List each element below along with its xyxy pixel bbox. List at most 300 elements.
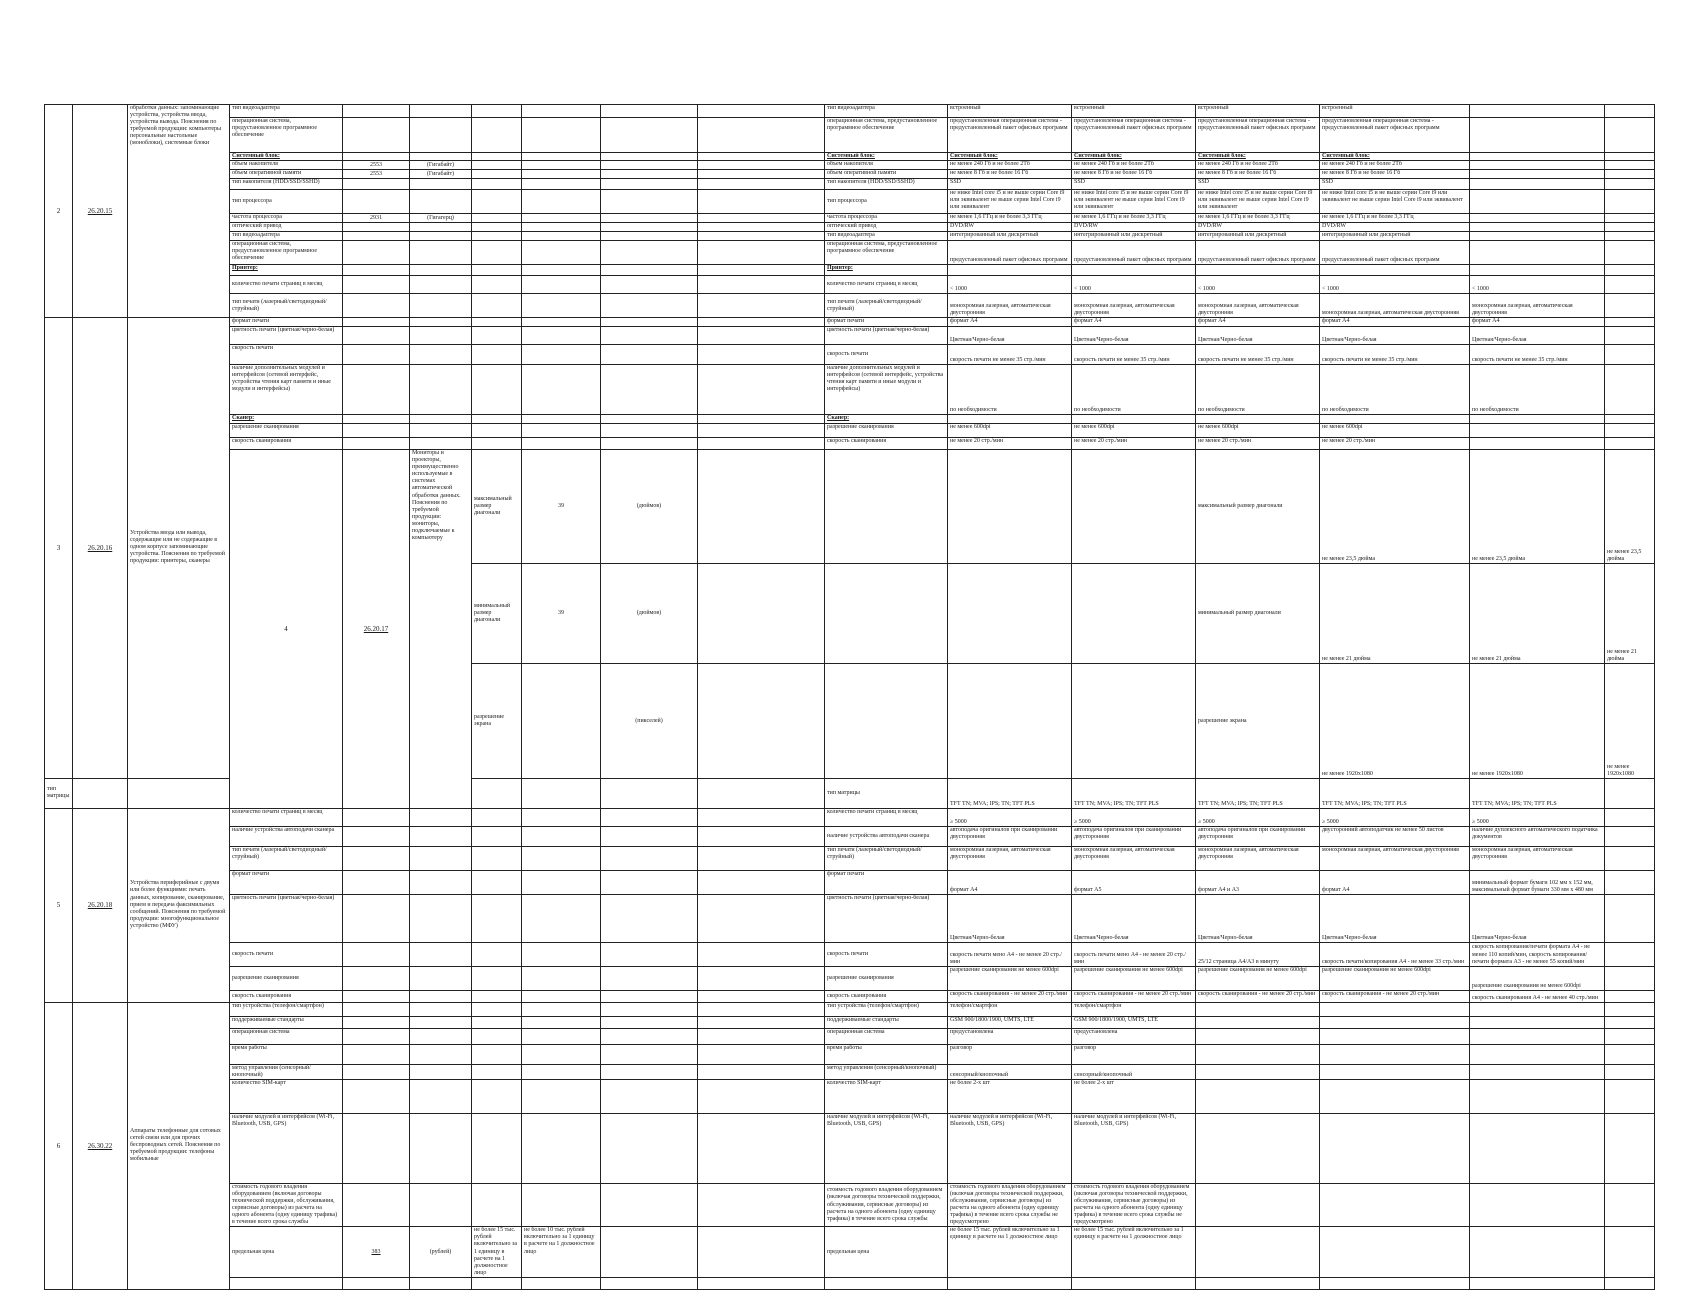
table-row [45,1016,1655,1028]
table-cell [410,1277,472,1289]
table-cell [410,190,472,214]
table-cell [1196,1016,1320,1028]
table-cell: скорость печати мено А4 - не менее 20 стр./мин [948,942,1072,966]
table-cell: разрешение сканирования не менее 600dpi [1072,966,1196,990]
table-cell [698,318,825,327]
table-cell: (рублей) [410,1227,472,1278]
table-cell [601,105,698,118]
table-cell: автоподача оригиналов при сканировании двусторонняя [1196,826,1320,846]
table-cell: объем оперативной памяти [825,170,948,179]
table-cell: разрешение сканирования не менее 600dpi [1320,966,1470,990]
table-cell: цветность печати (цветная/черно-белая) [825,894,948,942]
table-cell [343,1113,410,1183]
table-cell [472,1064,522,1079]
table-cell [522,1183,601,1226]
okpd2-code-cell: 26.20.15 [73,105,128,318]
table-cell [601,966,698,990]
table-cell: формат А4 [1470,318,1605,327]
table-row [45,1044,1655,1064]
table-cell [1605,105,1655,118]
table-cell [1605,1028,1655,1044]
table-cell: < 1000 [1072,276,1196,294]
table-cell [343,966,410,990]
table-cell [1605,318,1655,327]
table-row [45,241,1655,265]
table-cell [698,778,825,808]
table-cell [472,424,522,438]
table-cell [1320,1002,1470,1016]
table-cell: DVD/RW [1320,223,1470,232]
table-row [45,1064,1655,1079]
table-cell [472,318,522,327]
table-cell: Цветная/Черно-белая [1470,894,1605,942]
table-cell [522,105,601,118]
table-cell [698,942,825,966]
table-cell [698,990,825,1002]
table-row [45,232,1655,241]
table-cell [410,232,472,241]
table-cell [343,438,410,450]
table-cell [472,214,522,223]
table-cell [522,241,601,265]
table-cell: по необходимости [1072,365,1196,415]
table-cell [698,450,825,564]
table-cell [343,942,410,966]
table-row [45,318,1655,327]
table-cell: Системный блок: [230,153,343,161]
table-cell: наличие устройства автоподачи сканера [230,826,343,846]
table-cell: формат А4 и А3 [1196,870,1320,894]
table-cell: DVD/RW [1072,223,1196,232]
table-cell [1470,105,1605,118]
table-cell [1072,450,1196,564]
table-cell: оптический привод [230,223,343,232]
table-cell [343,190,410,214]
table-cell [522,179,601,190]
table-cell [410,105,472,118]
table-cell [1605,808,1655,826]
table-cell: метод управления (сенсорный/кнопочный) [230,1064,343,1079]
product-name-cell: Устройства ввода или вывода, содержащие или не содержащие в одном корпусе запоминающие устройства. Пояснения по требуемой продукции: принтеры, сканеры [128,318,230,779]
table-cell [948,450,1072,564]
table-cell: сенсорный/кнопочный [1072,1064,1196,1079]
table-cell: не менее 20 стр./мин [948,438,1072,450]
table-cell [522,327,601,345]
table-row [45,276,1655,294]
table-cell: 39 [522,564,601,664]
table-cell: встроенный [948,105,1072,118]
table-cell [698,170,825,179]
table-cell: предельная цена [825,1227,948,1278]
table-cell: предустановленный пакет офисных программ [1196,241,1320,265]
table-cell: наличие модулей и интерфейсов (Wi-Fi, Bluetooth, USB, GPS) [230,1113,343,1183]
table-cell: интегрированный или дискретный [1320,232,1470,241]
table-cell: (дюймов) [601,450,698,564]
table-cell: не менее 23,5 дюйма [1605,450,1655,564]
table-cell [698,415,825,424]
table-cell [1196,1183,1320,1226]
table-cell [1196,1277,1320,1289]
table-cell: скорость печати не менее 35 стр./мин [1072,345,1196,365]
table-cell [601,214,698,223]
table-cell [698,232,825,241]
table-cell [1605,438,1655,450]
table-cell [472,118,522,153]
table-cell: формат А4 [1320,318,1470,327]
table-cell [522,778,601,808]
table-row [45,214,1655,223]
table-cell [1320,265,1470,276]
table-cell [522,415,601,424]
table-cell: 2553 [343,170,410,179]
table-cell: наличие устройства автоподачи сканера [825,826,948,846]
table-cell [472,438,522,450]
table-cell: формат печати [825,318,948,327]
table-cell [472,223,522,232]
table-cell [601,846,698,870]
table-cell [698,1002,825,1016]
table-cell: ≥ 5000 [1470,808,1605,826]
table-cell: количество печати страниц в месяц [230,276,343,294]
table-cell [698,1064,825,1079]
table-cell: предустановленный пакет офисных программ [948,241,1072,265]
table-cell [522,118,601,153]
table-cell [343,241,410,265]
row-number-cell: 4 [230,450,343,809]
table-cell: не более 15 тыс. рублей включительно за 1 единицу в расчете на 1 должностное лицо [1072,1227,1196,1278]
table-row [45,118,1655,153]
table-cell [1320,1079,1470,1113]
table-cell [601,118,698,153]
table-cell: количество SIM-карт [825,1079,948,1113]
table-cell [698,105,825,118]
table-cell [601,870,698,894]
table-cell: не более 10 тыс. рублей включительно за 1 единицу в расчете на 1 должностное лицо [522,1227,601,1278]
table-cell: предустановленная операционная система - предустановленный пакет офисных программ [1072,118,1196,153]
table-cell [1605,232,1655,241]
table-cell [410,1183,472,1226]
table-cell [1605,846,1655,870]
table-cell [601,778,698,808]
table-cell [825,1277,948,1289]
table-cell [1470,153,1605,161]
table-cell [698,365,825,415]
okpd2-code-cell: 26.20.17 [343,450,410,809]
table-cell [601,1113,698,1183]
table-cell [410,345,472,365]
table-cell: по необходимости [948,365,1072,415]
table-cell [472,778,522,808]
table-row [45,1277,1655,1289]
table-cell: не менее 23,5 дюйма [1470,450,1605,564]
table-cell [472,846,522,870]
table-cell: DVD/RW [1196,223,1320,232]
table-cell: не менее 600dpi [1072,424,1196,438]
table-cell [472,808,522,826]
table-cell [1605,265,1655,276]
table-cell: скорость печати [825,345,948,365]
table-cell [1470,118,1605,153]
table-cell: максимальный размер диагонали [1196,450,1320,564]
table-cell [1470,232,1605,241]
table-cell [522,870,601,894]
table-cell: не менее 1,6 ГГц и не более 3,3 ГГц [1320,214,1470,223]
table-cell [1320,1064,1470,1079]
table-cell [522,161,601,170]
table-cell [601,1227,698,1278]
table-cell: тип устройства (телефон/смартфон) [825,1002,948,1016]
table-cell [698,808,825,826]
table-cell: операционная система, предустановленное программное обеспечение [825,118,948,153]
table-cell [1605,966,1655,990]
table-cell [601,990,698,1002]
table-cell: разрешение сканирования [230,966,343,990]
table-cell [522,318,601,327]
table-cell [601,415,698,424]
table-cell [410,415,472,424]
table-cell [1196,415,1320,424]
table-cell: Цветная/Черно-белая [1196,327,1320,345]
table-cell [1605,942,1655,966]
table-cell: разрешение сканирования не менее 600dpi [1470,966,1605,990]
table-cell [698,424,825,438]
table-cell [343,294,410,318]
table-cell [698,894,825,942]
table-cell [522,1016,601,1028]
table-cell: SSD [948,179,1072,190]
table-cell [1605,1113,1655,1183]
table-cell: GSM 900/1800/1900, UMTS, LTE [1072,1016,1196,1028]
table-cell [410,265,472,276]
table-cell: < 1000 [1196,276,1320,294]
table-cell: ≥ 5000 [1072,808,1196,826]
table-cell [601,942,698,966]
table-cell: скорость печати мено А4 - не менее 20 стр./мин [1072,942,1196,966]
table-cell: телефон/смартфон [948,1002,1072,1016]
table-cell [825,450,948,564]
table-cell [601,826,698,846]
table-cell [410,118,472,153]
table-cell [1072,415,1196,424]
table-cell: количество печати страниц в месяц [230,808,343,826]
table-cell [601,424,698,438]
table-cell [1605,365,1655,415]
table-cell [698,118,825,153]
table-cell: предустановленный пакет офисных программ [1320,241,1470,265]
table-cell: не ниже Intel core i5 и не выше серии Core i9 или эквивалент не выше серии Intel Core i9 или эквивалент [1196,190,1320,214]
table-cell: не менее 1,6 ГГц и не более 3,3 ГГц [948,214,1072,223]
table-cell: Системный блок: [1072,153,1196,161]
table-cell: не менее 1920x1080 [1605,664,1655,778]
table-cell: операционная система [230,1028,343,1044]
table-cell [601,345,698,365]
okpd2-code-cell: 26.20.18 [73,808,128,1002]
table-cell: количество печати страниц в месяц [825,808,948,826]
table-cell: встроенный [1196,105,1320,118]
table-cell: 2553 [343,161,410,170]
table-cell [1072,664,1196,778]
table-cell [1470,179,1605,190]
table-cell: скорость печати [825,942,948,966]
table-cell: не более 15 тыс. рублей включительно за 1 единицу в расчете на 1 должностное лицо [472,1227,522,1278]
table-cell [410,846,472,870]
product-name-cell: Устройства периферийные с двумя или более функциями: печать данных, копирование, сканирование, прием и передача факсимильных сообщений. Пояснения по требуемой продукции: многофункциональное устройство (МФУ) [128,808,230,1002]
table-cell [1605,1044,1655,1064]
table-cell [698,1277,825,1289]
table-cell [472,105,522,118]
table-cell [601,1002,698,1016]
table-cell [1196,1044,1320,1064]
table-cell [472,870,522,894]
table-cell: 383 [343,1227,410,1278]
row-number-cell: 2 [45,105,73,318]
table-cell: тип видеоадаптера [825,232,948,241]
table-cell [522,1277,601,1289]
table-cell [410,179,472,190]
table-cell [698,327,825,345]
table-cell [698,179,825,190]
table-cell [601,327,698,345]
table-cell [601,1183,698,1226]
table-cell: операционная система, предустановленное программное обеспечение [230,241,343,265]
table-cell: монохромная лазерная, автоматическая двусторонняя [1072,846,1196,870]
table-cell [410,1064,472,1079]
table-cell: монохромная лазерная, автоматическая двусторонняя [1196,846,1320,870]
table-cell [601,365,698,415]
table-cell: сенсорный/кнопочный [948,1064,1072,1079]
table-cell: Системный блок: [948,153,1072,161]
table-cell [1605,1183,1655,1226]
table-cell: (Гигабайт) [410,170,472,179]
table-cell [601,1079,698,1113]
table-cell [698,966,825,990]
table-cell: тип накопителя (HDD/SSD/SSHD) [230,179,343,190]
table-cell [948,664,1072,778]
table-cell [1320,415,1470,424]
table-cell: наличие модулей и интерфейсов (Wi-Fi, Bluetooth, USB, GPS) [948,1113,1072,1183]
table-cell [1196,1227,1320,1278]
table-cell [343,424,410,438]
table-cell: тип печати (лазерный/светодиодный/струйный) [825,846,948,870]
table-cell: предустановлена [1072,1028,1196,1044]
table-cell [522,1064,601,1079]
table-cell [472,170,522,179]
table-cell [343,118,410,153]
table-cell: Сканер: [825,415,948,424]
table-cell [698,438,825,450]
table-row [45,179,1655,190]
table-cell [1470,223,1605,232]
table-cell: объем накопителя [230,161,343,170]
table-cell: цветность печати (цветная/черно-белая) [825,327,948,345]
table-cell: монохромная лазерная, автоматическая двусторонняя [1320,846,1470,870]
table-cell: монохромная лазерная, автоматическая двусторонняя [948,846,1072,870]
table-cell [522,276,601,294]
table-cell [522,942,601,966]
table-row [45,265,1655,276]
table-row [45,846,1655,870]
table-cell [1605,415,1655,424]
table-cell: разрешение сканирования не менее 600dpi [1196,966,1320,990]
table-cell [343,232,410,241]
table-row [45,1183,1655,1226]
table-cell [343,265,410,276]
table-cell [1605,118,1655,153]
table-cell [472,241,522,265]
table-cell: наличие дуплексного автоматического податчика документов [1470,826,1605,846]
table-cell: не ниже Intel core i5 и не выше серии Core i9 или эквивалент не выше серии Intel Core i9 или эквивалент [948,190,1072,214]
table-cell [948,564,1072,664]
table-cell [601,808,698,826]
table-cell [1470,1044,1605,1064]
table-cell [1605,294,1655,318]
table-cell [522,846,601,870]
table-row [45,438,1655,450]
table-cell [1072,1277,1196,1289]
table-cell: монохромная лазерная, автоматическая двусторонняя [1470,294,1605,318]
table-cell: стоимость годового владения оборудованием (включая договоры технической поддержки, обслуживания, сервисные договоры) из расчета на одного абонента (одну единицу трафика) в течение всего срока службы не предусмотрено [948,1183,1072,1226]
table-cell: не менее 21 дюйма [1605,564,1655,664]
table-cell [410,990,472,1002]
table-cell: разрешение экрана [1196,664,1320,778]
row-number-cell: 6 [45,1002,73,1289]
table-cell: ≥ 5000 [1196,808,1320,826]
table-cell [1470,1227,1605,1278]
table-cell [410,942,472,966]
table-cell: время работы [825,1044,948,1064]
table-cell: тип печати (лазерный/светодиодный/струйный) [825,294,948,318]
table-cell: операционная система [825,1028,948,1044]
table-cell: не менее 8 Гб и не более 16 Гб [948,170,1072,179]
table-cell [472,161,522,170]
table-cell: тип процессора [825,190,948,214]
table-cell [1605,870,1655,894]
table-row [45,105,1655,118]
table-cell [343,1079,410,1113]
table-cell [1605,990,1655,1002]
table-cell [343,870,410,894]
table-cell [1470,1016,1605,1028]
table-cell [1320,1028,1470,1044]
table-cell [698,241,825,265]
table-cell [472,153,522,161]
table-cell: разговор [1072,1044,1196,1064]
table-cell [601,894,698,942]
table-row [45,153,1655,161]
table-cell [1470,265,1605,276]
table-cell: скорость печати/копирования А4 - не менее 33 стр./мин [1320,942,1470,966]
table-cell: не менее 600dpi [948,424,1072,438]
okpd2-code-cell: 26.20.16 [73,318,128,779]
table-row [45,223,1655,232]
table-cell [1605,1064,1655,1079]
table-row [45,327,1655,345]
table-cell [522,966,601,990]
table-cell [410,870,472,894]
table-cell [472,826,522,846]
table-cell: телефон/смартфон [1072,1002,1196,1016]
table-cell: формат А5 [1072,870,1196,894]
table-row [45,894,1655,942]
table-cell [1605,327,1655,345]
table-cell: оптический привод [825,223,948,232]
table-cell: не менее 1920x1080 [1470,664,1605,778]
table-cell [698,826,825,846]
table-row [45,424,1655,438]
table-cell [948,415,1072,424]
table-cell [472,327,522,345]
table-cell [601,161,698,170]
